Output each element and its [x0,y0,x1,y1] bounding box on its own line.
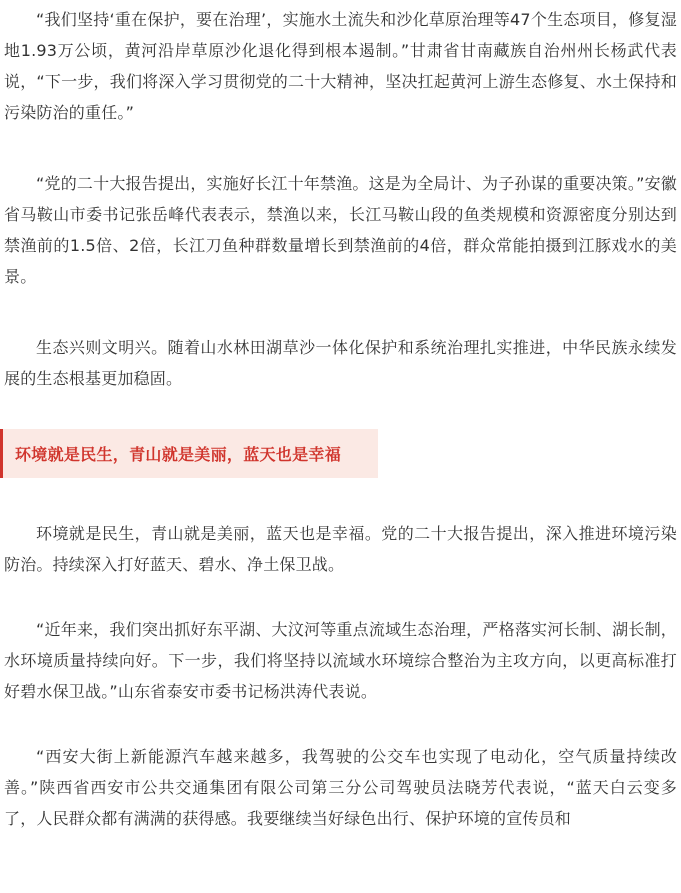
section-title: 环境就是民生，青山就是美丽，蓝天也是幸福 [15,445,342,464]
paragraph-xian-bus: “西安大街上新能源汽车越来越多，我驾驶的公交车也实现了电动化，空气质量持续改善。”陕西省西安市公共交通集团有限公司第三分公司驾驶员法晓芳代表说，“蓝天白云变多了，人民群众都有满满的获得感。我要继续当好绿色出行、保护环境的宣传员和 [4,747,677,828]
paragraph-spacer [0,292,681,332]
paragraph-taian-water: “近年来，我们突出抓好东平湖、大汶河等重点流域生态治理，严格落实河长制、湖长制，水环境质量持续向好。下一步，我们将坚持以流域水环境综合整治为主攻方向，以更高标准打好碧水保卫战。”山东省泰安市委书记杨洪涛代表说。 [4,620,677,701]
paragraph-ecological-civilization: 生态兴则文明兴。随着山水林田湖草沙一体化保护和系统治理扎实推进，中华民族永续发展的生态根基更加稳固。 [4,338,677,388]
paragraph-spacer [0,128,681,168]
paragraph-spacer [0,707,681,741]
paragraph-gannan-ecology: “我们坚持‘重在保护，要在治理’，实施水土流失和沙化草原治理等47个生态项目，修复湿地1.93万公顷，黄河沿岸草原沙化退化得到根本遏制。”甘肃省甘南藏族自治州州长杨武代表说，“下一步，我们将深入学习贯彻党的二十大精神，坚决扛起黄河上游生态修复、水土保持和污染防治的重任。” [4,10,677,122]
paragraph-environment-livelihood: 环境就是民生，青山就是美丽，蓝天也是幸福。党的二十大报告提出，深入推进环境污染防治。持续深入打好蓝天、碧水、净土保卫战。 [4,524,677,574]
paragraph-spacer [0,580,681,614]
section-heading [0,429,378,478]
paragraph-yangtze-fishing-ban: “党的二十大报告提出，实施好长江十年禁渔。这是为全局计、为子孙谋的重要决策。”安徽省马鞍山市委书记张岳峰代表表示，禁渔以来，长江马鞍山段的鱼类规模和资源密度分别达到禁渔前的1.5倍、2倍，长江刀鱼种群数量增长到禁渔前的4倍，群众常能拍摄到江豚戏水的美景。 [4,174,677,286]
